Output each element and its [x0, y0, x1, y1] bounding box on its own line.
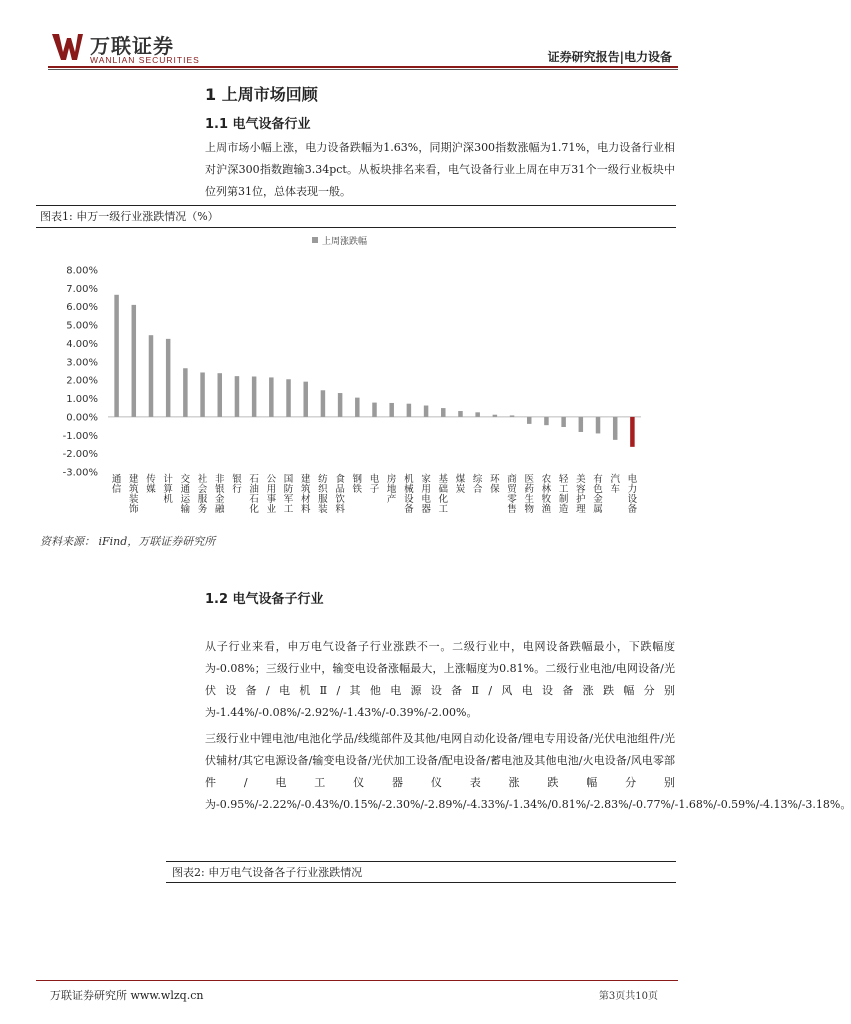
y-tick-label: 8.00%: [66, 265, 98, 277]
logo-text-en: WANLIAN SECURITIES: [90, 55, 200, 65]
bar-食品饮料: [338, 393, 343, 417]
bar-交通运输: [183, 368, 188, 417]
x-tick-label: 计算机: [163, 474, 173, 505]
y-tick-label: 0.00%: [66, 412, 98, 424]
bar-汽车: [613, 417, 618, 440]
x-tick-label: 医药生物: [524, 474, 534, 515]
y-tick-label: 4.00%: [66, 338, 98, 350]
bar-医药生物: [527, 417, 532, 424]
bar-机械设备: [407, 404, 412, 417]
paragraph-sub-industry-level2: 从子行业来看，申万电气设备子行业涨跌不一。二级行业中，电网设备跌幅最小，下跌幅度为-0.08%；三级行业中，输变电设备涨幅最大，上涨幅度为0.81%。二级行业电池/电网设备/光伏设备/电机Ⅱ/其他电源设备Ⅱ/风电设备涨跌幅分别为-1.44%/-0.08%/-2.92%/-1.43%/-0.39%/-2.00%。: [205, 640, 675, 719]
section-title: 1 上周市场回顾: [205, 85, 318, 104]
x-tick-label: 商贸零售: [507, 474, 517, 515]
x-tick-label: 机械设备: [404, 474, 414, 515]
x-tick-label: 非银金融: [215, 474, 225, 515]
bar-纺织服装: [321, 390, 326, 417]
y-tick-label: 1.00%: [66, 394, 98, 406]
y-tick-label: -2.00%: [62, 449, 98, 461]
x-tick-label: 环保: [490, 474, 500, 495]
y-tick-label: -1.00%: [62, 430, 98, 442]
bar-煤炭: [458, 411, 463, 417]
bar-电力设备: [630, 417, 635, 447]
paragraph-sub-industry-level3: 三级行业中锂电池/电池化学品/线缆部件及其他/电网自动化设备/锂电专用设备/光伏电池组件/光伏辅材/其它电源设备/输变电设备/光伏加工设备/配电设备/蓄电池及其他电池/火电设备/风电零部件/电工仪器仪表涨跌幅分别为-0.95%/-2.22%/-0.43%/0.15%/-2.30%/-2.89%/-4.33%/-1.34%/0.81%/-2.83%/-0.77%/-1.68%/-0.59%/-4.13%/-3.18%。: [205, 732, 851, 811]
x-tick-label: 电子: [369, 474, 380, 495]
x-tick-label: 社会服务: [197, 474, 208, 515]
y-tick-label: 7.00%: [66, 283, 98, 295]
subsection-title-1-2: 1.2 电气设备子行业: [205, 592, 324, 607]
bar-家用电器: [424, 406, 429, 417]
bar-美容护理: [579, 417, 584, 432]
bar-电子: [372, 403, 377, 417]
bar-环保: [493, 415, 498, 417]
figure1-caption-rule: [36, 227, 676, 228]
bar-建筑材料: [303, 382, 308, 417]
bar-建筑装饰: [132, 305, 137, 417]
footer-website: 万联证券研究所 www.wlzq.cn: [50, 989, 204, 1002]
x-tick-label: 房地产: [386, 474, 397, 505]
figure2-caption-rule: [166, 882, 676, 883]
legend-label: 上周涨跌幅: [322, 237, 368, 247]
bar-计算机: [166, 339, 171, 417]
page-number: 第3页共10页: [598, 991, 658, 1002]
bar-商贸零售: [510, 415, 515, 416]
figure1-caption: 图表1: 申万一级行业涨跌情况（%）: [40, 210, 219, 223]
legend-swatch: [312, 237, 318, 243]
bar-公用事业: [269, 377, 274, 416]
bar-石油石化: [252, 377, 256, 417]
bar-银行: [235, 376, 240, 417]
x-tick-label: 美容护理: [576, 474, 586, 515]
x-tick-label: 传媒: [146, 474, 156, 495]
header-divider-thin: [48, 69, 678, 70]
y-tick-label: 5.00%: [66, 320, 98, 332]
x-tick-label: 通信: [111, 474, 122, 495]
bar-非银金融: [218, 373, 223, 417]
footer-divider: [36, 980, 678, 981]
x-tick-label: 食品饮料: [335, 474, 345, 515]
y-tick-label: 6.00%: [66, 302, 98, 314]
subsection-title-1-1: 1.1 电气设备行业: [205, 117, 311, 132]
x-tick-label: 轻工制造: [558, 474, 569, 515]
x-tick-label: 国防军工: [283, 474, 294, 515]
bar-通信: [114, 295, 119, 417]
paragraph-market-review: 上周市场小幅上涨，电力设备跌幅为1.63%，同期沪深300指数涨幅为1.71%，电力设备行业相对沪深300指数跑输3.34pct。从板块排名来看，电气设备行业上周在申万31个一级行业板块中位列第31位，总体表现一般。: [205, 141, 675, 198]
x-tick-label: 钢铁: [352, 474, 363, 495]
x-tick-label: 建筑材料: [300, 474, 311, 515]
header-divider: [48, 66, 678, 68]
bar-有色金属: [596, 417, 601, 434]
y-tick-label: 2.00%: [66, 375, 98, 387]
x-tick-label: 基础化工: [438, 474, 449, 515]
x-tick-label: 建筑装饰: [129, 474, 139, 515]
bar-轻工制造: [561, 417, 566, 427]
figure2-top-rule: [166, 861, 676, 862]
x-tick-label: 交通运输: [180, 474, 191, 515]
x-tick-label: 综合: [472, 474, 483, 495]
x-tick-label: 煤炭: [455, 474, 466, 495]
bar-房地产: [389, 403, 394, 417]
industry-bar-chart: [36, 230, 676, 530]
wanlian-logo-icon: [50, 30, 84, 64]
x-tick-label: 公用事业: [266, 474, 277, 515]
x-tick-label: 电力设备: [627, 474, 638, 515]
figure1-source: 资料来源： iFind，万联证券研究所: [40, 535, 216, 548]
report-type: 证券研究报告|电力设备: [547, 50, 672, 64]
logo-text-cn: 万联证券: [90, 34, 174, 58]
figure2-caption: 图表2: 申万电气设备各子行业涨跌情况: [172, 866, 363, 879]
x-tick-label: 石油石化: [249, 474, 259, 515]
x-tick-label: 家用电器: [421, 474, 431, 515]
figure1-top-rule: [36, 205, 676, 206]
bar-农林牧渔: [544, 417, 549, 425]
y-tick-label: -3.00%: [62, 467, 98, 479]
x-tick-label: 纺织服装: [318, 474, 328, 515]
bar-社会服务: [200, 372, 205, 416]
y-tick-label: 3.00%: [66, 357, 98, 369]
bar-综合: [475, 412, 480, 417]
x-tick-label: 银行: [232, 474, 242, 495]
bar-钢铁: [355, 398, 360, 417]
bar-基础化工: [441, 408, 446, 417]
x-tick-label: 农林牧渔: [541, 474, 552, 515]
x-tick-label: 有色金属: [593, 474, 603, 515]
bar-传媒: [149, 335, 154, 417]
x-tick-label: 汽车: [610, 474, 620, 495]
bar-国防军工: [286, 379, 291, 417]
